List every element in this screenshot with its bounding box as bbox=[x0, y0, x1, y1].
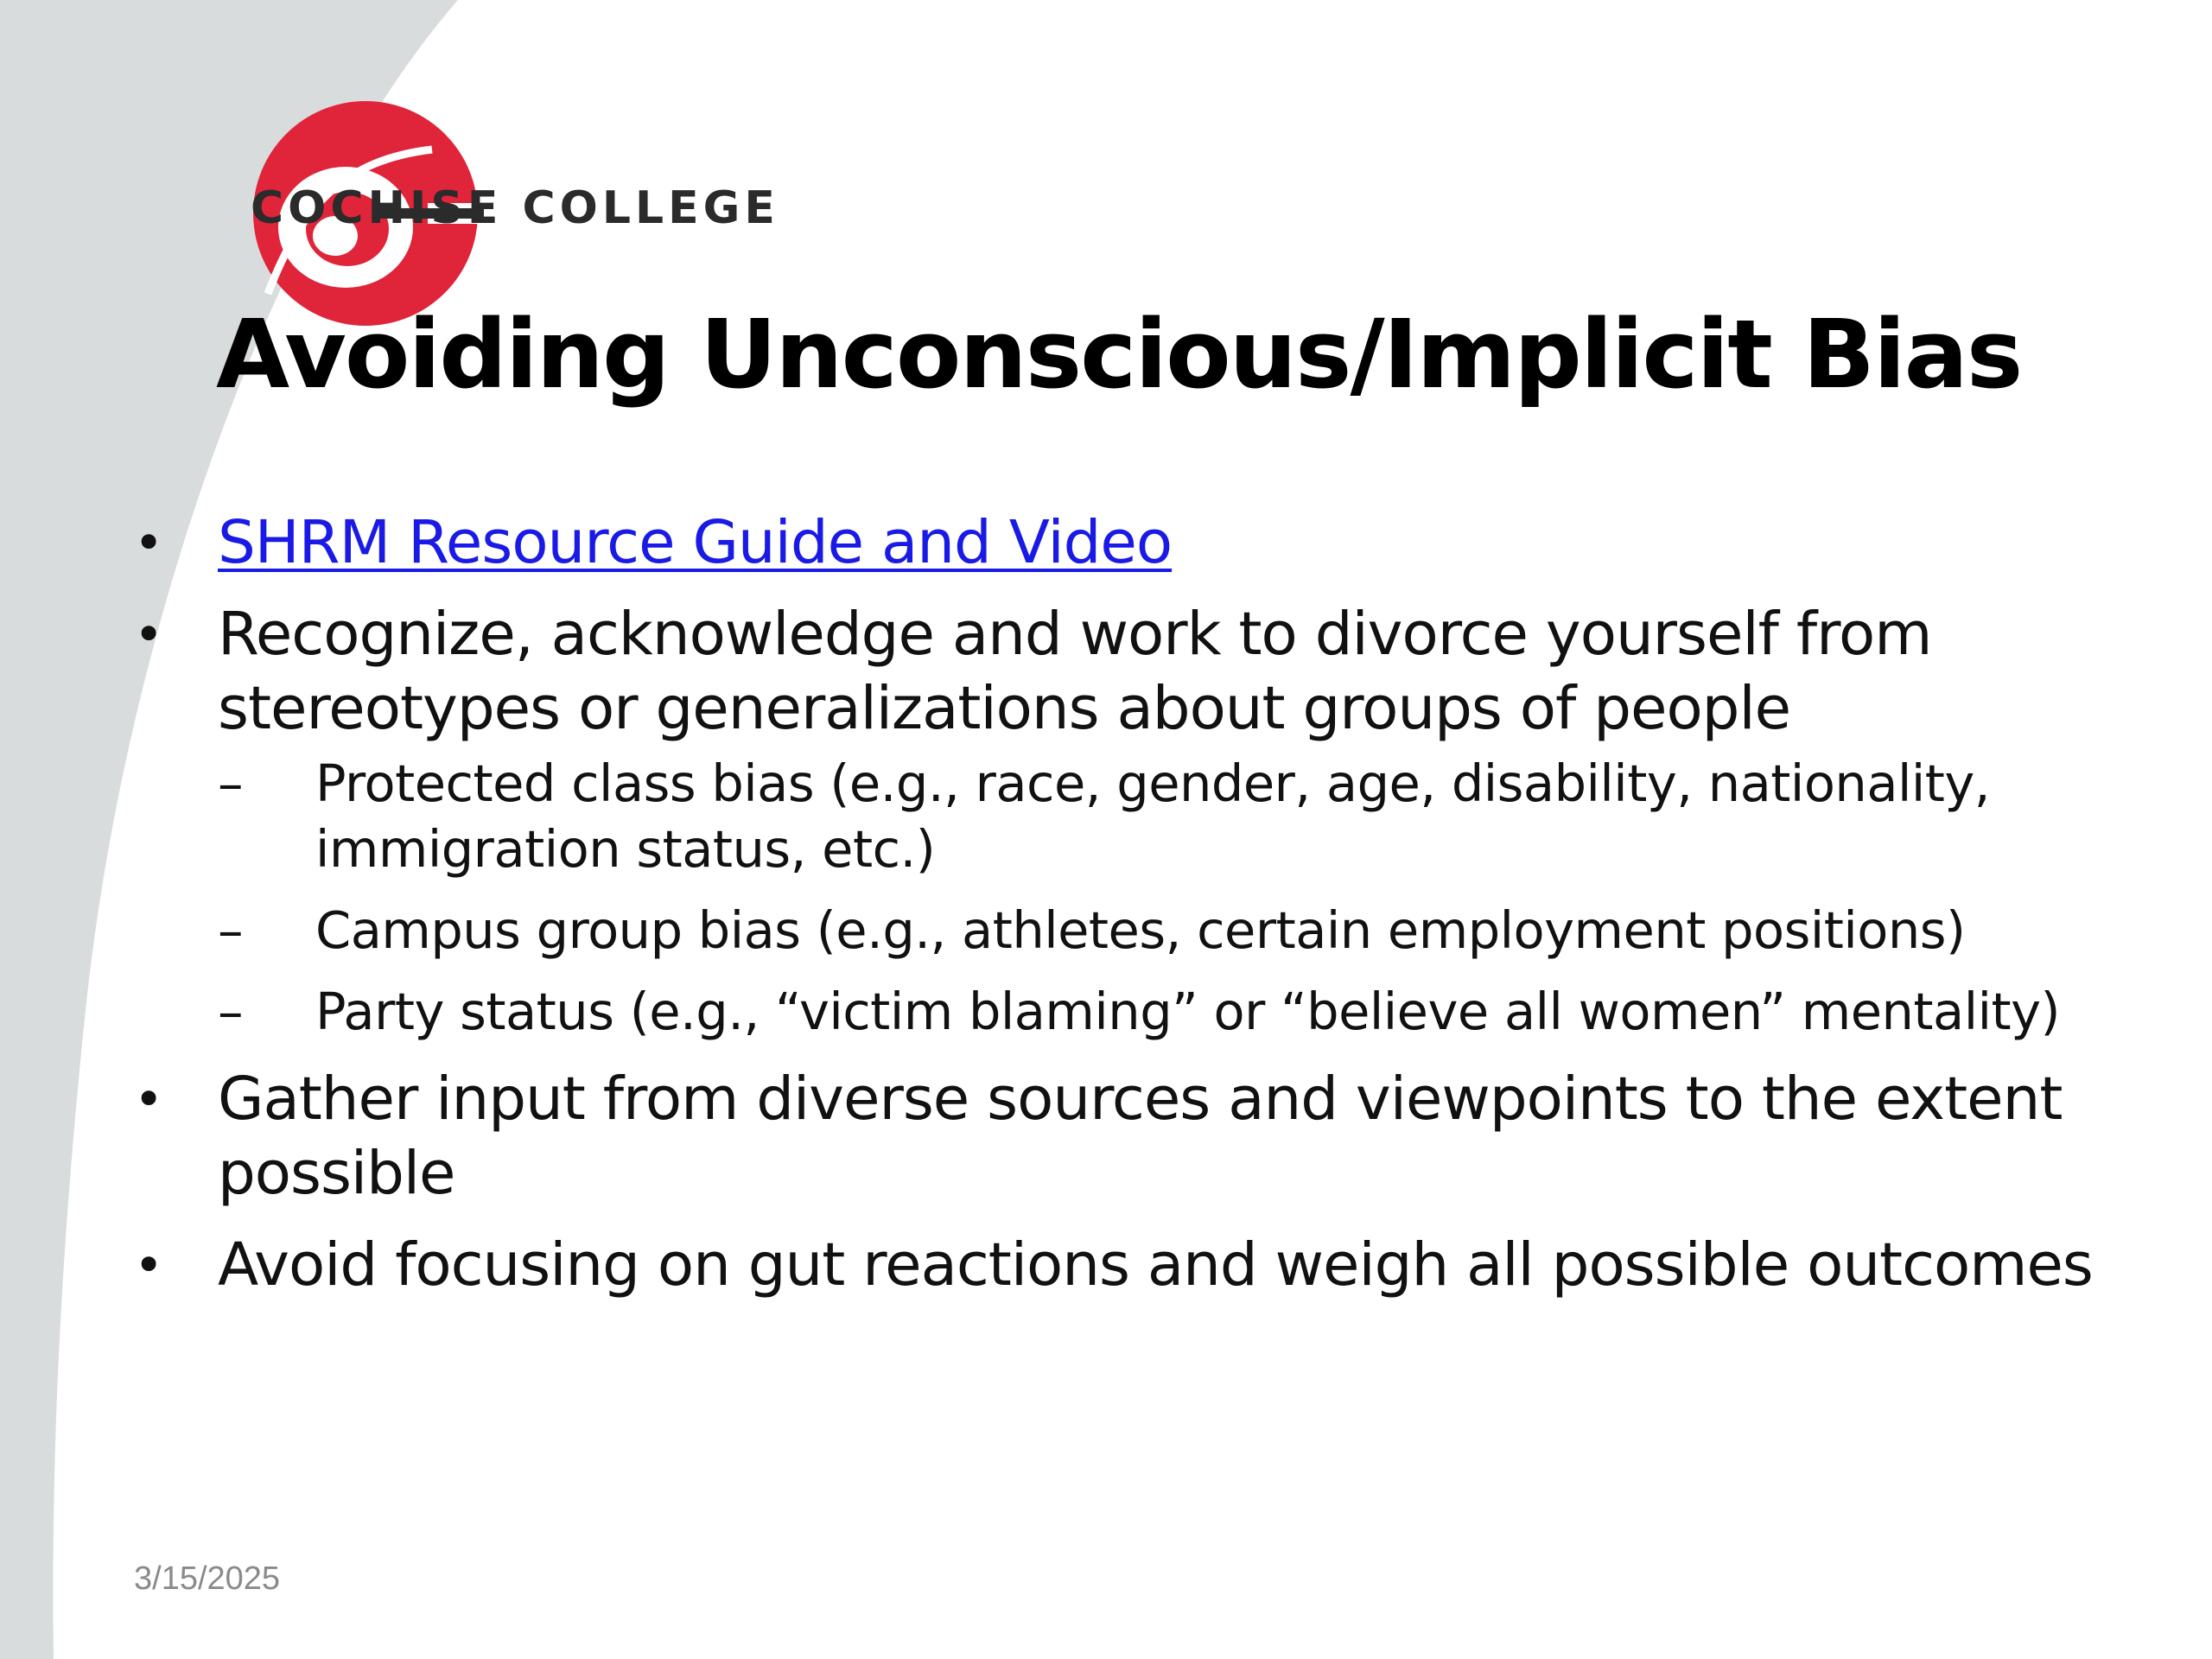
bullet-marker: • bbox=[134, 1070, 163, 1128]
dash-marker: – bbox=[218, 753, 243, 813]
bullet-list bbox=[130, 505, 2117, 1302]
bullet-marker: • bbox=[134, 513, 163, 572]
sub-bullet-list bbox=[218, 751, 2117, 1045]
slide-title: Avoiding Unconscious/Implicit Bias bbox=[216, 299, 2022, 410]
bullet-text: Recognize, acknowledge and work to divorce yourself from stereotypes or generalizations about groups of people bbox=[218, 600, 1932, 743]
slide-content bbox=[130, 505, 2117, 1319]
dash-marker: – bbox=[218, 982, 243, 1041]
slide-date: 3/15/2025 bbox=[134, 1560, 281, 1597]
bullet-item bbox=[130, 597, 2117, 1045]
bullet-item bbox=[130, 505, 2117, 580]
sub-bullet-item bbox=[218, 898, 2117, 963]
shrm-resource-link[interactable]: SHRM Resource Guide and Video bbox=[218, 508, 1173, 577]
sub-bullet-item bbox=[218, 751, 2117, 882]
sub-bullet-text: Protected class bias (e.g., race, gender, age, disability, nationality, immigration status, etc.) bbox=[315, 753, 1991, 879]
logo-wordmark: COCHISE COLLEGE bbox=[251, 182, 779, 234]
sub-bullet-item bbox=[218, 979, 2117, 1045]
bullet-marker: • bbox=[134, 605, 163, 664]
bullet-text: Gather input from diverse sources and viewpoints to the extent possible bbox=[218, 1065, 2063, 1208]
bullet-item bbox=[130, 1228, 2117, 1302]
bullet-item bbox=[130, 1062, 2117, 1211]
dash-marker: – bbox=[218, 900, 243, 960]
bullet-marker: • bbox=[134, 1236, 163, 1294]
bullet-text: Avoid focusing on gut reactions and weigh all possible outcomes bbox=[218, 1230, 2093, 1300]
sub-bullet-text: Party status (e.g., “victim blaming” or “believe all women” mentality) bbox=[315, 982, 2061, 1041]
sub-bullet-text: Campus group bias (e.g., athletes, certain employment positions) bbox=[315, 900, 1966, 960]
